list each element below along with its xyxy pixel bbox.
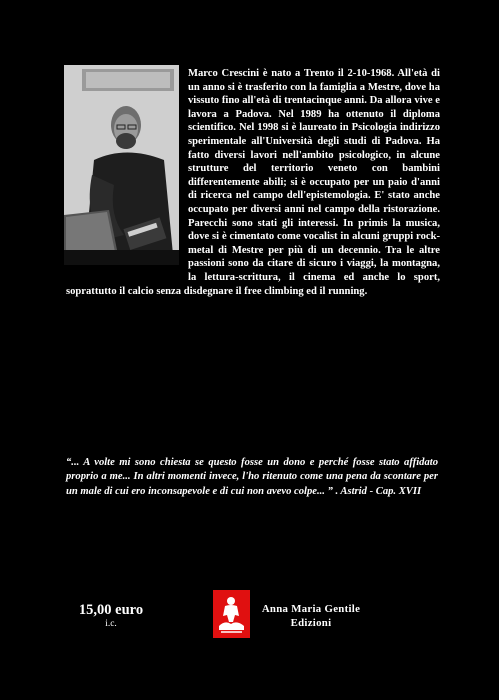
author-bio bbox=[66, 67, 440, 298]
price-block bbox=[66, 602, 156, 631]
photo-spacer bbox=[66, 67, 188, 273]
book-quote: “... A volte mi sono chiesta se questo fosse un dono e perché fosse stato affidato proprio a me... In altri momenti invece, l'ho ritenuto come una pena da scontare per un male di cui ero inconsapevole e di cui non avevo colpe... ” . Astrid - Cap. XVII bbox=[66, 457, 438, 497]
publisher-logo-icon bbox=[213, 590, 250, 638]
publisher-name bbox=[256, 602, 366, 630]
price-note: i.c. bbox=[105, 619, 117, 629]
publisher-line2: Edizioni bbox=[290, 617, 332, 629]
price-amount: 15,00 euro bbox=[78, 602, 144, 618]
author-bio-text: Marco Crescini è nato a Trento il 2-10-1968. All'età di un anno si è trasferito con la famiglia a Mestre, dove ha vissuto fino all'età di trentacinque anni. Da allora vive e lavora a Padova. Nel 1989 ha ottenuto il diploma scientifico. Nel 1998 si è laureato in Psicologia indirizzo sperimentale all'Università degli studi di Padova. Ha fatto diversi lavori nell'ambito psicologico, in alcune strutture del territorio veneto con bambini differentemente abili; si è occupato per un paio d'anni di ricerca nel campo dell'epistemologia. E' stato anche occupato per diversi anni nel campo della ristorazione. Parecchi sono stati gli interessi. In primis la musica, dove si è cimentato come vocalist in alcuni gruppi rock-metal di Mestre per più di un decennio. Tra le altre passioni sono da citare di sicuro i viaggi, la montagna, la lettura-scrittura, il cinema ed anche lo sport, soprattutto il calcio senza disdegnare il free climbing ed il running. bbox=[66, 68, 440, 297]
publisher-line1: Anna Maria Gentile bbox=[261, 603, 361, 615]
